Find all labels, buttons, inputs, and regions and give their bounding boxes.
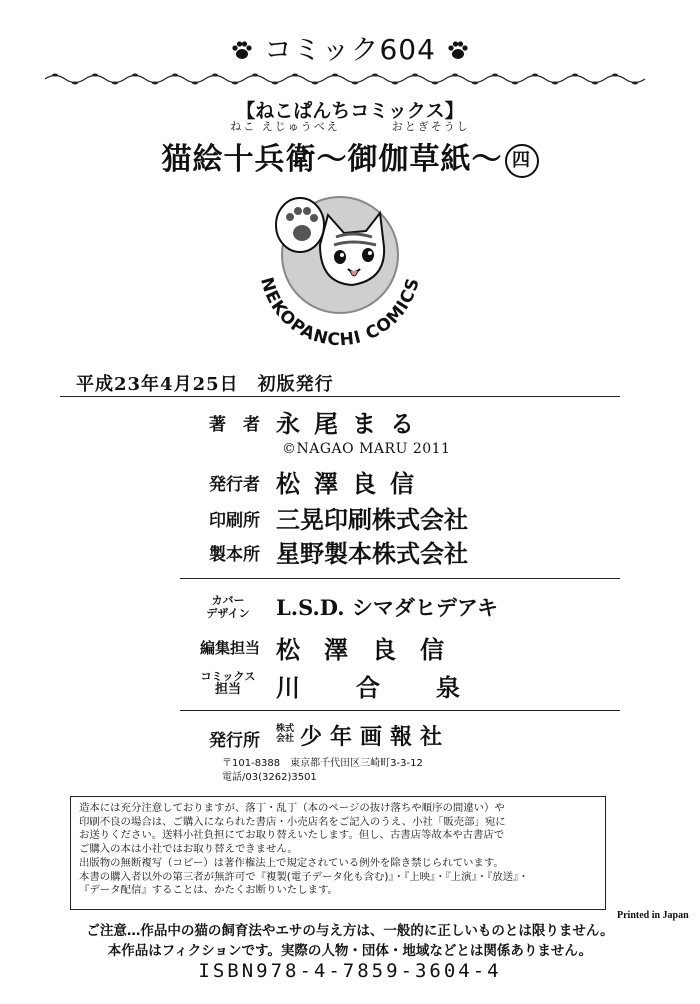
- staff-row-cover-design: [0, 592, 700, 626]
- credit-row-binder: [0, 534, 700, 568]
- printed-in-japan: Printed in Japan: [617, 910, 689, 921]
- corporation-mark: 株式 会社: [276, 724, 295, 744]
- notice-line: ご購入の本は小社ではお取り替えできません。: [79, 843, 298, 856]
- notice-line: 『データ配信』することは、かたくお断りいたします。: [79, 884, 338, 897]
- binder-name: 星野製本株式会社: [276, 539, 468, 568]
- editor-name: 松澤良信: [276, 635, 468, 664]
- decorative-vine-divider: [45, 72, 655, 86]
- printer-name: 三晃印刷株式会社: [276, 505, 468, 534]
- raised-paw-icon: [276, 198, 324, 252]
- comics-label: コミックス 担当: [200, 670, 256, 697]
- publisher-label: 発行所: [209, 731, 260, 751]
- publisher-row: [0, 718, 700, 752]
- issuer-label: 発行者: [209, 475, 260, 495]
- editor-label: 編集担当: [199, 639, 260, 657]
- printer-label: 印刷所: [209, 511, 260, 531]
- copyright-notice: ©NAGAO MARU 2011: [282, 441, 451, 457]
- staff-row-editor: [0, 630, 700, 664]
- publisher-name: 少年画報社: [300, 725, 451, 750]
- publication-date: 平成23年4月25日 初版発行: [76, 374, 334, 395]
- credit-row-printer: [0, 500, 700, 534]
- volume-number: 四: [505, 144, 539, 178]
- nekopanchi-logo: [240, 185, 440, 355]
- notice-line: お送りください。送料小社負担にてお取り替えいたします。但し、古書店等故本や古書店で: [79, 829, 505, 842]
- notice-line: 本書の購入者以外の第三者が無許可で『複製(電子データ化も含む)』・『上映』・『上演』・『放送』・: [79, 870, 529, 883]
- book-title-text: 猫絵十兵衛〜御伽草紙〜: [161, 142, 503, 177]
- divider: [180, 710, 620, 711]
- cover-designer: L.S.D. シマダヒデアキ: [276, 595, 499, 620]
- cover-design-label: カバー デザイン: [206, 594, 250, 620]
- author-label: 著 者: [209, 415, 260, 435]
- imprint-label: 【ねこぱんちコミックス】: [236, 100, 464, 122]
- author-name: 永尾まる: [276, 409, 428, 438]
- publisher-phone: 電話/03(3262)3501: [222, 772, 317, 783]
- publisher-address: 〒101-8388 東京都千代田区三崎町3-3-12: [222, 758, 423, 769]
- notice-line: 印刷不良の場合は、ご購入になられた書店・小売店名をご記入のうえ、小社「販売部」宛に: [79, 815, 506, 828]
- series-heading: [0, 28, 700, 68]
- divider: [180, 578, 620, 579]
- fiction-disclaimer: 本作品はフィクションです。実際の人物・団体・地域などとは関係ありません。: [107, 943, 593, 959]
- series-name: コミック604: [264, 33, 436, 66]
- credit-row-issuer: [0, 464, 700, 498]
- paw-print-icon: [230, 38, 254, 62]
- notice-line: 造本には充分注意しておりますが、落丁・乱丁（本のページの抜け落ちや順序の間違い）や: [79, 802, 505, 814]
- book-title: [0, 134, 700, 178]
- issuer-name: 松澤良信: [276, 469, 428, 498]
- divider: [60, 396, 620, 397]
- legal-notice-box: [70, 796, 606, 910]
- logo-arc-text: NEKOPANCHI COMICS: [256, 275, 424, 351]
- title-ruby: ねこ えじゅうべえ おとぎそうし: [230, 120, 470, 133]
- notice-line: 出版物の無断複写（コピー）は著作権法上で規定されている例外を除き禁じられています。: [79, 856, 504, 869]
- paw-print-icon: [446, 38, 470, 62]
- isbn-number: ISBN978-4-7859-3604-4: [198, 960, 502, 982]
- comics-editor-name: 川合泉: [276, 673, 516, 702]
- staff-row-comics: [0, 668, 700, 702]
- binder-label: 製本所: [209, 545, 260, 565]
- credit-row-author: [0, 404, 700, 438]
- publisher-block: [276, 720, 450, 751]
- cat-care-caution: ご注意…作品中の猫の飼育法やエサの与え方は、一般的に正しいものとは限りません。: [86, 923, 614, 939]
